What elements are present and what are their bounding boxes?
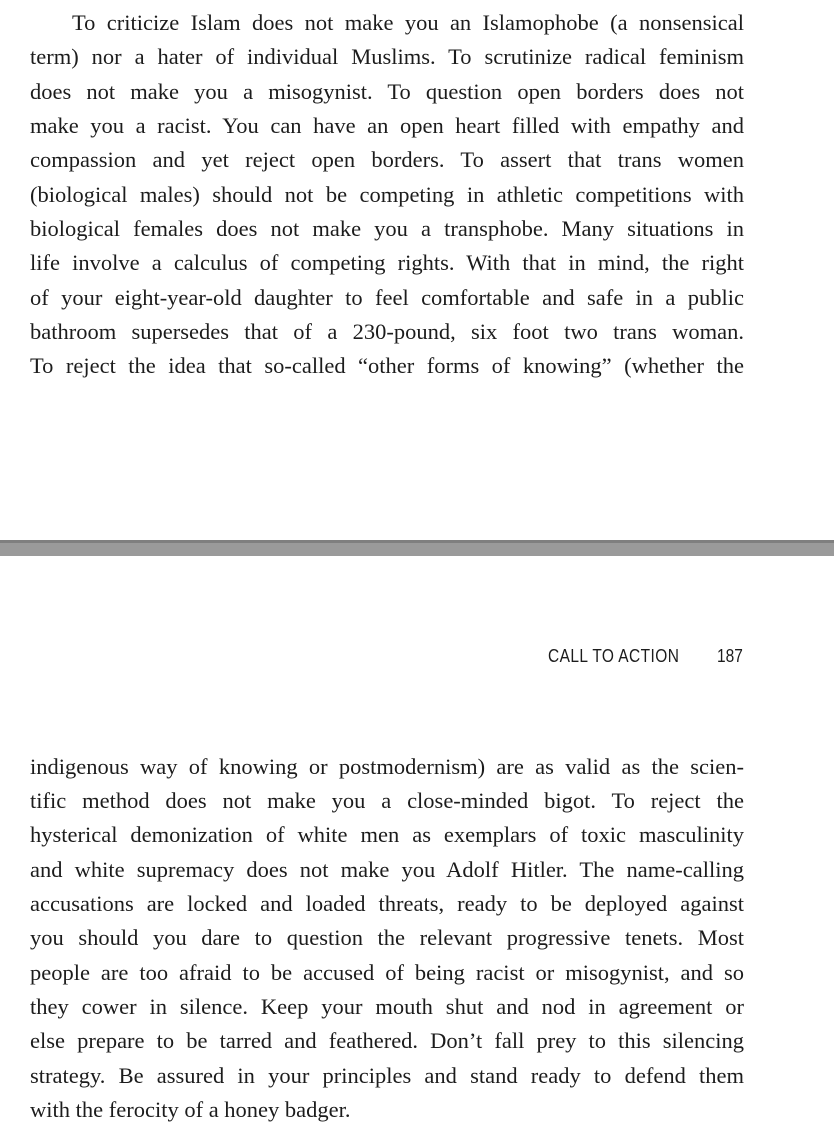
paragraph-line: you should you dare to question the relevant progressive tenets. Most — [30, 925, 744, 950]
paragraph-line: (biological males) should not be competing in athletic competitions with — [30, 182, 744, 207]
paragraph-line: people are too afraid to be accused of being racist or misogynist, and so — [30, 960, 744, 985]
paragraph-line: indigenous way of knowing or postmodernism) are as valid as the scien- — [30, 754, 744, 779]
paragraph-line: life involve a calculus of competing rights. With that in mind, the right — [30, 250, 744, 275]
paragraph-line: accusations are locked and loaded threats, ready to be deployed against — [30, 891, 744, 916]
paragraph-line: biological females does not make you a transphobe. Many situations in — [30, 216, 744, 241]
paragraph-line: To reject the idea that so-called “other forms of knowing” (whether the — [30, 353, 744, 378]
page-divider-shadow — [0, 540, 834, 543]
running-head: CALL TO ACTION — [548, 646, 680, 666]
paragraph-line: and white supremacy does not make you Adolf Hitler. The name-calling — [30, 857, 744, 882]
paragraph-line: of your eight-year-old daughter to feel comfortable and safe in a public — [30, 285, 744, 310]
paragraph-line: make you a racist. You can have an open heart filled with empathy and — [30, 113, 744, 138]
paragraph-line: hysterical demonization of white men as exemplars of toxic masculinity — [30, 822, 744, 847]
top-page — [0, 0, 834, 540]
paragraph-line: they cower in silence. Keep your mouth shut and nod in agreement or — [30, 994, 744, 1019]
paragraph-line: strategy. Be assured in your principles and stand ready to defend them — [30, 1063, 744, 1088]
paragraph-line: bathroom supersedes that of a 230-pound, six foot two trans woman. — [30, 319, 744, 344]
paragraph-line: tific method does not make you a close-minded bigot. To reject the — [30, 788, 744, 813]
paragraph-line: term) nor a hater of individual Muslims. To scrutinize radical feminism — [30, 44, 744, 69]
page-number: 187 — [717, 646, 743, 666]
paragraph-line: compassion and yet reject open borders. To assert that trans women — [30, 147, 744, 172]
paragraph-line: does not make you a misogynist. To question open borders does not — [30, 79, 744, 104]
paragraph-line: else prepare to be tarred and feathered. Don’t fall prey to this silencing — [30, 1028, 744, 1053]
paragraph-line: with the ferocity of a honey badger. — [30, 1097, 351, 1122]
paragraph-line: To criticize Islam does not make you an Islamophobe (a nonsensical — [72, 10, 744, 35]
